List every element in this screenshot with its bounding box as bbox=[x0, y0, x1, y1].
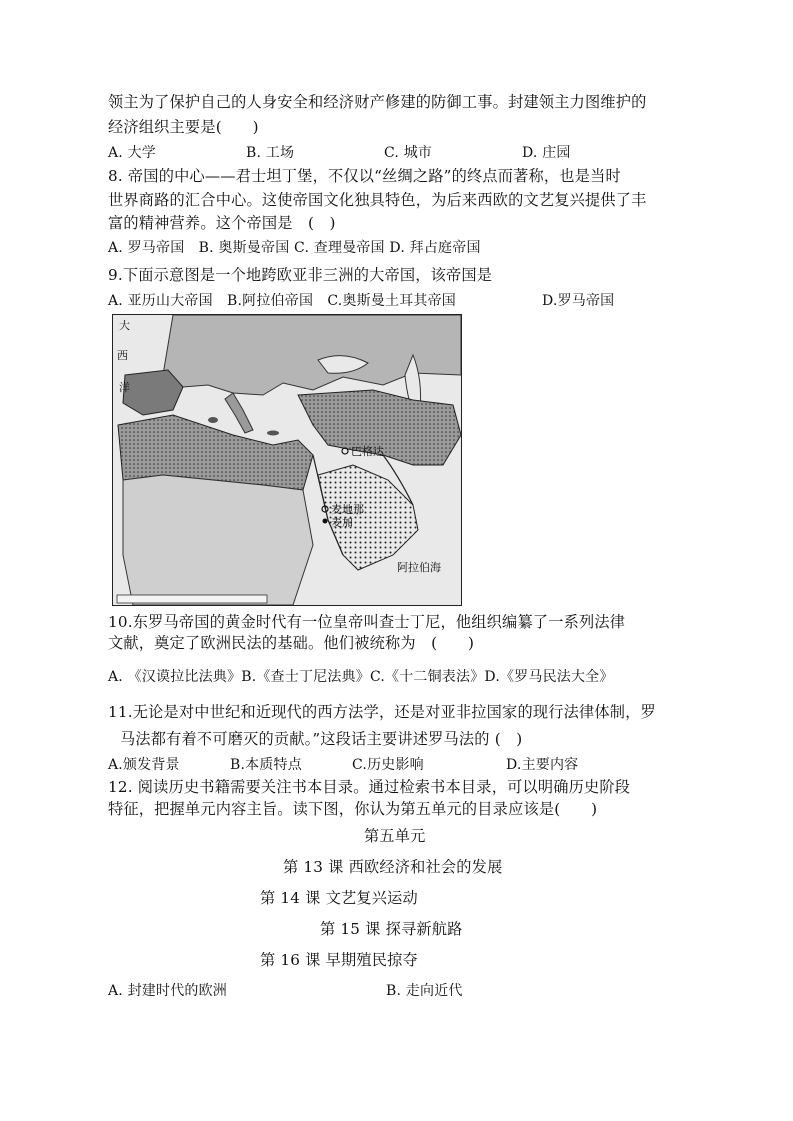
q7-option-a: A. 大学 bbox=[108, 145, 157, 161]
q10-options: A. 《汉谟拉比法典》B.《查士丁尼法典》C.《十二铜表法》D.《罗马民法大全》 bbox=[108, 669, 614, 685]
map-label-arabian-sea: 阿拉伯海 bbox=[397, 561, 441, 574]
q8-stem-line3: 富的精神营养。这个帝国是 ( ) bbox=[108, 214, 336, 232]
q11-option-b: B.本质特点 bbox=[230, 757, 302, 773]
q7-option-c: C. 城市 bbox=[384, 145, 433, 161]
lesson-14: 第 14 课 文艺复兴运动 bbox=[260, 889, 418, 907]
mecca-marker bbox=[323, 519, 328, 524]
map-label-atlantic-2: 西 bbox=[117, 349, 128, 362]
q7-option-d: D. 庄园 bbox=[522, 145, 571, 161]
q10-stem-line2: 文献，奠定了欧洲民法的基础。他们被统称为 ( ) bbox=[108, 634, 475, 652]
lesson-13: 第 13 课 西欧经济和社会的发展 bbox=[283, 858, 503, 876]
arabian-empire-map bbox=[112, 314, 462, 606]
q10-stem-line1: 10.东罗马帝国的黄金时代有一位皇帝叫查士丁尼，他组织编纂了一系列法律 bbox=[108, 613, 626, 631]
map-graphic bbox=[113, 315, 461, 605]
map-label-atlantic-1: 大 bbox=[119, 319, 130, 332]
q7-stem-line2: 经济组织主要是( ) bbox=[108, 118, 259, 136]
q12-stem-line1: 12. 阅读历史书籍需要关注书本目录。通过检索书本目录，可以明确历史阶段 bbox=[108, 778, 631, 796]
map-label-atlantic-3: 洋 bbox=[119, 381, 130, 394]
q11-stem-line1: 11.无论是对中世纪和近现代的西方法学，还是对亚非拉国家的现行法律体制，罗 bbox=[108, 703, 656, 721]
q9-option-d: D.罗马帝国 bbox=[542, 293, 615, 309]
q9-stem: 9.下面示意图是一个地跨欧亚非三洲的大帝国，该帝国是 bbox=[108, 266, 493, 284]
q8-options: A. 罗马帝国 B. 奥斯曼帝国 C. 查理曼帝国 D. 拜占庭帝国 bbox=[108, 240, 481, 256]
q9-options: A. 亚历山大帝国 B.阿拉伯帝国 C.奥斯曼土耳其帝国 bbox=[108, 293, 457, 309]
q11-stem-line2: 马法都有着不可磨灭的贡献。”这段话主要讲述罗马法的 ( ) bbox=[120, 730, 523, 748]
map-label-baghdad: 巴格达 bbox=[351, 445, 384, 458]
q11-option-d: D.主要内容 bbox=[506, 757, 579, 773]
map-label-mecca: 麦加 bbox=[331, 516, 353, 529]
q12-option-a: A. 封建时代的欧洲 bbox=[108, 983, 228, 999]
q7-stem-line1: 领主为了保护自己的人身安全和经济财产修建的防御工事。封建领主力图维护的 bbox=[108, 93, 647, 111]
q12-stem-line2: 特征，把握单元内容主旨。读下图，你认为第五单元的目录应该是( ) bbox=[108, 800, 598, 818]
q8-stem-line1: 8. 帝国的中心——君士坦丁堡，不仅以“丝绸之路”的终点而著称，也是当时 bbox=[108, 167, 621, 185]
q8-stem-line2: 世界商路的汇合中心。这使帝国文化独具特色，为后来西欧的文艺复兴提供了丰 bbox=[108, 191, 647, 209]
unit-title: 第五单元 bbox=[364, 827, 426, 845]
q11-option-c: C.历史影响 bbox=[352, 757, 424, 773]
lesson-15: 第 15 课 探寻新航路 bbox=[320, 920, 463, 938]
map-label-medina: 麦地那 bbox=[331, 503, 364, 516]
q12-option-b: B. 走向近代 bbox=[386, 983, 463, 999]
q11-option-a: A.颁发背景 bbox=[108, 757, 180, 773]
q7-option-b: B. 工场 bbox=[246, 145, 295, 161]
lesson-16: 第 16 课 早期殖民掠夺 bbox=[260, 951, 418, 969]
